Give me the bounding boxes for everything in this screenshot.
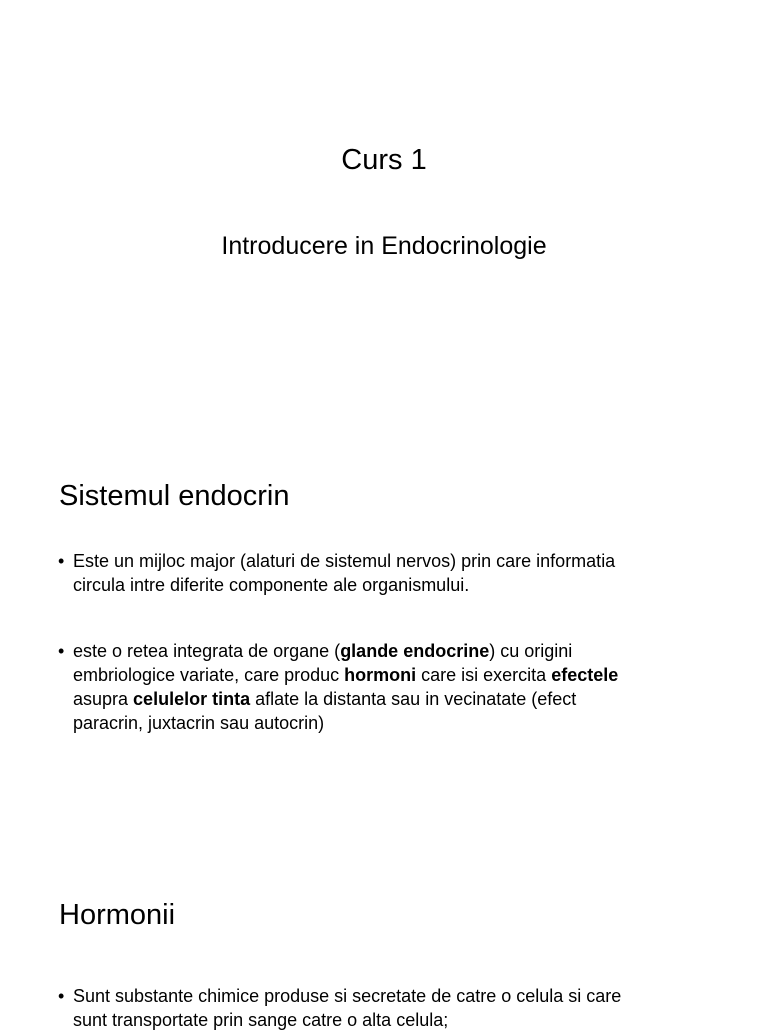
bullet-text: Este un mijloc major (alaturi de sistemul nervos) prin care informatia (73, 551, 616, 571)
bullet-line: sunt transportate prin sange catre o alta celula; (73, 1010, 449, 1030)
bullet-line (58, 639, 718, 663)
bullet-line (58, 549, 718, 573)
bullet-line: circula intre diferite componente ale organismului. (73, 575, 470, 595)
bullet-text: ) cu origini (489, 641, 573, 661)
bold-term: celulelor tinta (133, 689, 251, 709)
bold-term: glande endocrine (340, 641, 490, 661)
bullet-line (58, 687, 718, 711)
bullet-dot: • (58, 641, 65, 661)
bullet-line: paracrin, juxtacrin sau autocrin) (73, 713, 325, 733)
slide-title: Curs 1 (341, 144, 427, 176)
bullet-text: este o retea integrata de organe ( (73, 641, 341, 661)
section-heading-sistemul-endocrin: Sistemul endocrin (59, 480, 290, 512)
bullet-text: asupra (73, 689, 134, 709)
bullet-text: aflate la distanta sau in vecinatate (efect (250, 689, 577, 709)
bullet-dot: • (58, 986, 65, 1006)
bold-term: efectele (551, 665, 619, 685)
bullet-line (58, 663, 718, 687)
bold-term: hormoni (344, 665, 417, 685)
section-heading-hormonii: Hormonii (59, 899, 176, 931)
bullet-item (58, 984, 718, 1032)
bullet-item (58, 639, 718, 735)
bullet-item (58, 549, 718, 597)
bullet-dot: • (58, 551, 65, 571)
bullet-text: care isi exercita (416, 665, 552, 685)
bullet-line (58, 984, 718, 1008)
bullet-text: Sunt substante chimice produse si secretate de catre o celula si care (73, 986, 622, 1006)
bullet-text: embriologice variate, care produc (73, 665, 345, 685)
slide-subtitle: Introducere in Endocrinologie (221, 232, 547, 260)
